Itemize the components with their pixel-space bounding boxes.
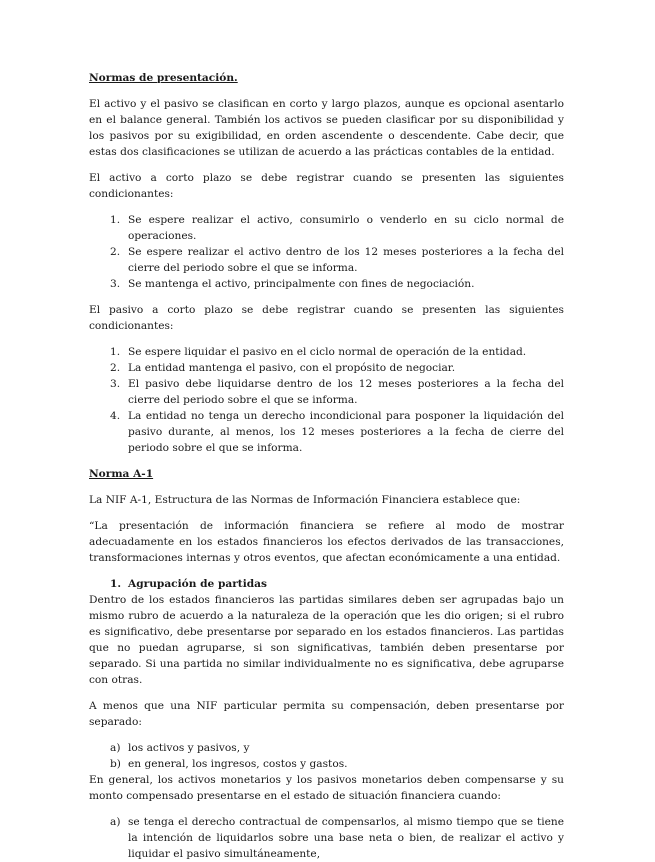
list-item xyxy=(89,814,564,862)
paragraph: Dentro de los estados financieros las partidas similares deben ser agrupadas bajo un mismo rubro de acuerdo a la naturaleza de la operación que les dio origen; si el rubro es significativo, debe presentarse por separado en los estados financieros. Las partidas que no puedan agruparse, si son significativas, también deben presentarse por separado. Si una partida no similar individualmente no es significativa, debe agruparse con otras. xyxy=(89,594,564,686)
list-number: 1. xyxy=(110,346,121,358)
separate-items-list xyxy=(89,740,564,772)
list-item-text: se tenga el derecho contractual de compensarlos, al mismo tiempo que se tiene la intención de liquidarlos sobre una base neta o bien, de realizar el activo y liquidar el pasivo simultáneamente, xyxy=(128,816,564,860)
list-number: 2. xyxy=(110,246,121,258)
list-letter: a) xyxy=(110,816,121,828)
paragraph: El activo y el pasivo se clasifican en corto y largo plazos, aunque es opcional asentarlo en el balance general. También los activos se pueden clasificar por su disponibilidad y los pasivos por su exigibilidad, en orden ascendente o descendente. Cabe decir, que estas dos clasificaciones se utilizan de acuerdo a las prácticas contables de la entidad. xyxy=(89,98,564,158)
list-item-text: La entidad mantenga el pasivo, con el propósito de negociar. xyxy=(128,362,456,374)
subheading-text: Agrupación de partidas xyxy=(128,578,267,590)
pasivo-conditions-list xyxy=(89,344,564,456)
list-letter: b) xyxy=(110,758,121,770)
list-item xyxy=(89,344,564,360)
quote-paragraph: “La presentación de información financiera se refiere al modo de mostrar adecuadamente en los estados financieros los efectos derivados de las transacciones, transformaciones internas y otros eventos, que afectan económicamente a una entidad. xyxy=(89,520,564,564)
list-item xyxy=(89,244,564,276)
list-item xyxy=(89,212,564,244)
compensation-items-list xyxy=(89,814,564,862)
subheading-agrupacion-partidas xyxy=(89,576,564,592)
paragraph: El activo a corto plazo se debe registrar cuando se presenten las siguientes condicionantes: xyxy=(89,172,564,200)
list-number: 3. xyxy=(110,378,121,390)
activo-conditions-list xyxy=(89,212,564,292)
list-item-text: en general, los ingresos, costos y gastos. xyxy=(128,758,348,770)
list-item-text: Se mantenga el activo, principalmente con fines de negociación. xyxy=(128,278,475,290)
list-number: 3. xyxy=(110,278,121,290)
list-item xyxy=(89,408,564,456)
list-item-text: Se espere realizar el activo dentro de los 12 meses posteriores a la fecha del cierre del periodo sobre el que se informa. xyxy=(128,246,564,274)
list-item xyxy=(89,276,564,292)
section-heading-normas-presentacion: Normas de presentación. xyxy=(89,72,238,84)
list-item-text: Se espere realizar el activo, consumirlo o venderlo en su ciclo normal de operaciones. xyxy=(128,214,564,242)
list-item-text: Se espere liquidar el pasivo en el ciclo normal de operación de la entidad. xyxy=(128,346,527,358)
list-number: 1. xyxy=(110,214,121,226)
list-item-text: El pasivo debe liquidarse dentro de los 12 meses posteriores a la fecha del cierre del periodo sobre el que se informa. xyxy=(128,378,564,406)
subheading-number: 1. xyxy=(110,578,122,590)
paragraph: La NIF A-1, Estructura de las Normas de Información Financiera establece que: xyxy=(89,494,521,506)
list-item-text: La entidad no tenga un derecho incondicional para posponer la liquidación del pasivo durante, al menos, los 12 meses posteriores a la fecha de cierre del periodo sobre el que se informa. xyxy=(128,410,564,454)
paragraph: En general, los activos monetarios y los pasivos monetarios deben compensarse y su monto compensado presentarse en el estado de situación financiera cuando: xyxy=(89,774,564,802)
list-number: 2. xyxy=(110,362,121,374)
paragraph: A menos que una NIF particular permita su compensación, deben presentarse por separado: xyxy=(89,700,564,728)
paragraph: El pasivo a corto plazo se debe registrar cuando se presenten las siguientes condicionantes: xyxy=(89,304,564,332)
list-item xyxy=(89,360,564,376)
list-letter: a) xyxy=(110,742,121,754)
section-heading-norma-a1: Norma A-1 xyxy=(89,468,154,480)
list-item xyxy=(89,376,564,408)
list-item xyxy=(89,740,564,756)
list-item xyxy=(89,756,564,772)
document-page xyxy=(89,70,564,862)
list-number: 4. xyxy=(110,410,121,422)
list-item-text: los activos y pasivos, y xyxy=(128,742,250,754)
